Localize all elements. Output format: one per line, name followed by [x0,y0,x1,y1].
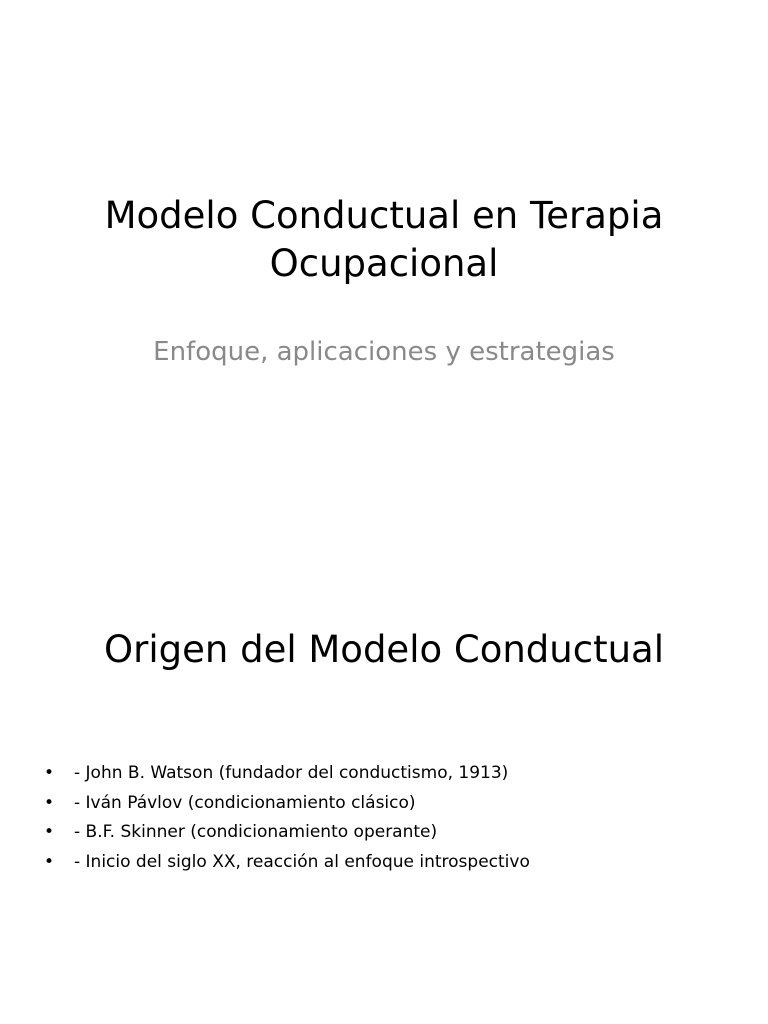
bullet-text: - Inicio del siglo XX, reacción al enfoque introspectivo [74,851,530,872]
list-item [44,818,530,848]
content-slide [0,576,768,1024]
bullet-icon: • [44,822,55,843]
list-item [44,759,530,789]
list-item [44,848,530,878]
list-item [44,789,530,819]
slide-subtitle: Enfoque, aplicaciones y estrategias [153,337,615,367]
bullet-text: - B.F. Skinner (condicionamiento operante) [74,822,438,843]
slide-title: Origen del Modelo Conductual [104,628,664,671]
bullet-icon: • [44,763,55,783]
bullet-text: - Iván Pávlov (condicionamiento clásico) [74,792,416,813]
bullet-text: - John B. Watson (fundador del conductismo, 1913) [74,763,509,783]
bullet-list [44,759,530,877]
slide-title: Modelo Conductual en Terapia Ocupacional [104,194,664,285]
bullet-icon: • [44,792,55,813]
bullet-icon: • [44,851,55,872]
